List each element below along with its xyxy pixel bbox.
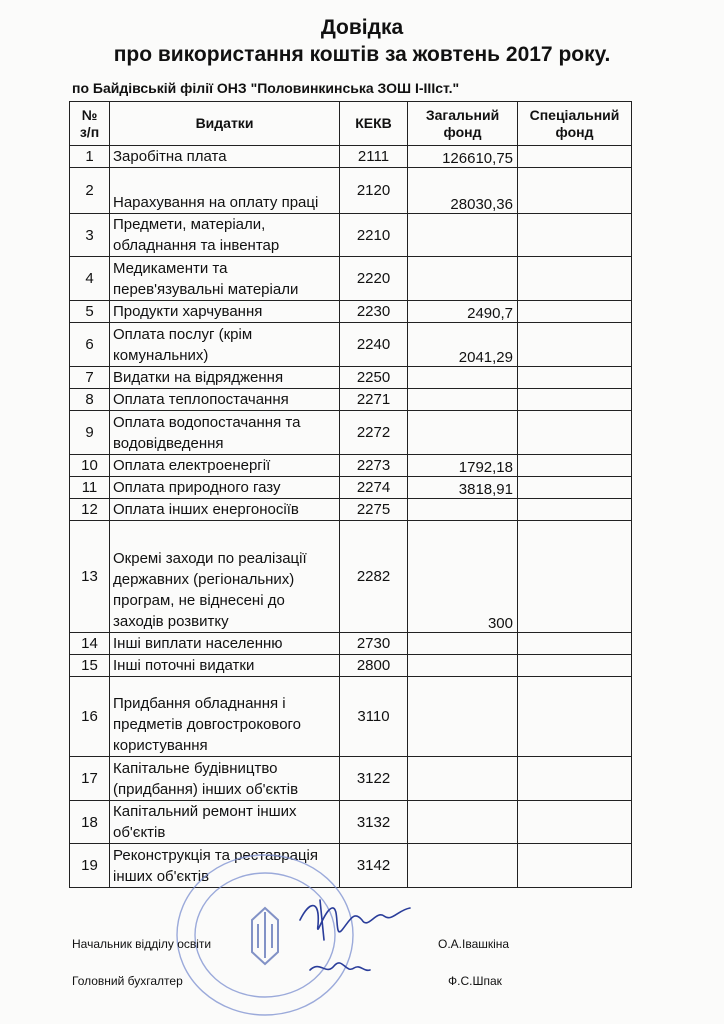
row-special-fund	[518, 655, 632, 677]
header-general-line1: Загальний	[425, 106, 500, 123]
row-special-fund	[518, 521, 632, 633]
row-expense-name: Продукти харчування	[110, 301, 340, 323]
row-general-fund	[408, 389, 518, 411]
expenses-table	[69, 101, 632, 888]
row-expense-name: Придбання обладнання і предметів довгострокового користування	[110, 677, 340, 757]
row-kekv-code: 2250	[340, 367, 408, 389]
chief-accountant-label: Головний бухгалтер	[72, 974, 183, 988]
branch-name: по Байдівській філії ОНЗ "Половинкинська ЗОШ І-ІІІст."	[72, 80, 460, 96]
row-special-fund	[518, 477, 632, 499]
row-special-fund	[518, 411, 632, 455]
row-kekv-code: 3142	[340, 844, 408, 888]
row-special-fund	[518, 301, 632, 323]
table-row	[70, 323, 632, 367]
row-number: 15	[70, 655, 110, 677]
header-special-line1: Спеціальний	[529, 106, 620, 123]
row-special-fund	[518, 214, 632, 257]
row-kekv-code: 2800	[340, 655, 408, 677]
row-kekv-code: 2271	[340, 389, 408, 411]
row-kekv-code: 2274	[340, 477, 408, 499]
row-expense-name: Оплата природного газу	[110, 477, 340, 499]
row-kekv-code: 2282	[340, 521, 408, 633]
row-number: 8	[70, 389, 110, 411]
document-title: Довідка	[320, 16, 404, 39]
row-kekv-code: 2272	[340, 411, 408, 455]
table-row	[70, 367, 632, 389]
row-kekv-code: 2210	[340, 214, 408, 257]
row-special-fund	[518, 168, 632, 214]
row-general-fund	[408, 633, 518, 655]
row-number: 11	[70, 477, 110, 499]
row-number: 3	[70, 214, 110, 257]
row-general-fund	[408, 655, 518, 677]
row-number: 1	[70, 146, 110, 168]
column-header-special-fund	[518, 102, 632, 146]
row-general-fund	[408, 677, 518, 757]
row-expense-name: Реконструкція та реставрація інших об'єктів	[110, 844, 340, 888]
row-expense-name: Видатки на відрядження	[110, 367, 340, 389]
row-general-fund	[408, 411, 518, 455]
column-header-kekv: КЕКВ	[340, 102, 408, 146]
column-header-number	[70, 102, 110, 146]
row-general-fund: 126610,75	[408, 146, 518, 168]
row-expense-name: Оплата електроенергії	[110, 455, 340, 477]
row-number: 14	[70, 633, 110, 655]
row-expense-name: Нарахування на оплату праці	[110, 168, 340, 214]
table-row	[70, 655, 632, 677]
table-row	[70, 257, 632, 301]
row-expense-name: Капітальний ремонт інших об'єктів	[110, 801, 340, 844]
table-row	[70, 477, 632, 499]
row-expense-name: Окремі заходи по реалізації державних (регіональних) програм, не віднесені до заходів розвитку	[110, 521, 340, 633]
head-of-department-name: О.А.Івашкіна	[438, 937, 510, 951]
row-expense-name: Капітальне будівництво (придбання) інших об'єктів	[110, 757, 340, 801]
row-kekv-code: 3110	[340, 677, 408, 757]
row-expense-name: Оплата водопостачання та водовідведення	[110, 411, 340, 455]
table-row	[70, 146, 632, 168]
table-row	[70, 411, 632, 455]
row-general-fund: 2490,7	[408, 301, 518, 323]
row-kekv-code: 2275	[340, 499, 408, 521]
row-special-fund	[518, 257, 632, 301]
row-number: 7	[70, 367, 110, 389]
row-number: 18	[70, 801, 110, 844]
table-row	[70, 521, 632, 633]
table-row	[70, 499, 632, 521]
row-number: 4	[70, 257, 110, 301]
row-number: 10	[70, 455, 110, 477]
row-special-fund	[518, 146, 632, 168]
row-special-fund	[518, 633, 632, 655]
row-number: 13	[70, 521, 110, 633]
row-expense-name: Інші поточні видатки	[110, 655, 340, 677]
row-special-fund	[518, 323, 632, 367]
row-kekv-code: 2273	[340, 455, 408, 477]
table-row	[70, 168, 632, 214]
table-row	[70, 214, 632, 257]
row-number: 2	[70, 168, 110, 214]
row-kekv-code: 2230	[340, 301, 408, 323]
row-general-fund: 2041,29	[408, 323, 518, 367]
row-number: 17	[70, 757, 110, 801]
document-subtitle: про використання коштів за жовтень 2017 року.	[113, 43, 611, 66]
header-no-line2: з/п	[79, 123, 100, 140]
row-kekv-code: 3132	[340, 801, 408, 844]
row-special-fund	[518, 455, 632, 477]
row-number: 5	[70, 301, 110, 323]
table-row	[70, 633, 632, 655]
row-expense-name: Предмети, матеріали, обладнання та інвентар	[110, 214, 340, 257]
row-kekv-code: 2111	[340, 146, 408, 168]
row-number: 16	[70, 677, 110, 757]
row-expense-name: Заробітна плата	[110, 146, 340, 168]
row-general-fund: 3818,91	[408, 477, 518, 499]
row-special-fund	[518, 844, 632, 888]
table-row	[70, 757, 632, 801]
row-kekv-code: 2240	[340, 323, 408, 367]
table-row	[70, 801, 632, 844]
row-general-fund: 28030,36	[408, 168, 518, 214]
row-general-fund	[408, 757, 518, 801]
row-number: 9	[70, 411, 110, 455]
table-row	[70, 389, 632, 411]
table-row	[70, 455, 632, 477]
row-special-fund	[518, 499, 632, 521]
row-general-fund	[408, 499, 518, 521]
row-number: 12	[70, 499, 110, 521]
head-of-department-label: Начальник відділу освіти	[72, 937, 212, 951]
row-kekv-code: 2220	[340, 257, 408, 301]
row-general-fund: 1792,18	[408, 455, 518, 477]
row-number: 19	[70, 844, 110, 888]
row-special-fund	[518, 801, 632, 844]
row-general-fund	[408, 214, 518, 257]
row-general-fund	[408, 367, 518, 389]
column-header-expenses: Видатки	[110, 102, 340, 146]
column-header-general-fund	[408, 102, 518, 146]
row-general-fund: 300	[408, 521, 518, 633]
row-special-fund	[518, 367, 632, 389]
header-special-line2: фонд	[555, 123, 594, 140]
row-expense-name: Оплата інших енергоносіїв	[110, 499, 340, 521]
row-expense-name: Інші виплати населенню	[110, 633, 340, 655]
signature-image	[280, 880, 440, 990]
row-special-fund	[518, 389, 632, 411]
row-expense-name: Медикаменти та перев'язувальні матеріали	[110, 257, 340, 301]
header-no-line1: №	[81, 106, 98, 123]
row-kekv-code: 2730	[340, 633, 408, 655]
row-special-fund	[518, 757, 632, 801]
row-special-fund	[518, 677, 632, 757]
chief-accountant-name: Ф.С.Шпак	[448, 974, 502, 988]
row-kekv-code: 3122	[340, 757, 408, 801]
row-general-fund	[408, 257, 518, 301]
row-expense-name: Оплата теплопостачання	[110, 389, 340, 411]
row-general-fund	[408, 801, 518, 844]
table-row	[70, 301, 632, 323]
row-number: 6	[70, 323, 110, 367]
row-expense-name: Оплата послуг (крім комунальних)	[110, 323, 340, 367]
row-kekv-code: 2120	[340, 168, 408, 214]
table-row	[70, 677, 632, 757]
header-general-line2: фонд	[443, 123, 482, 140]
